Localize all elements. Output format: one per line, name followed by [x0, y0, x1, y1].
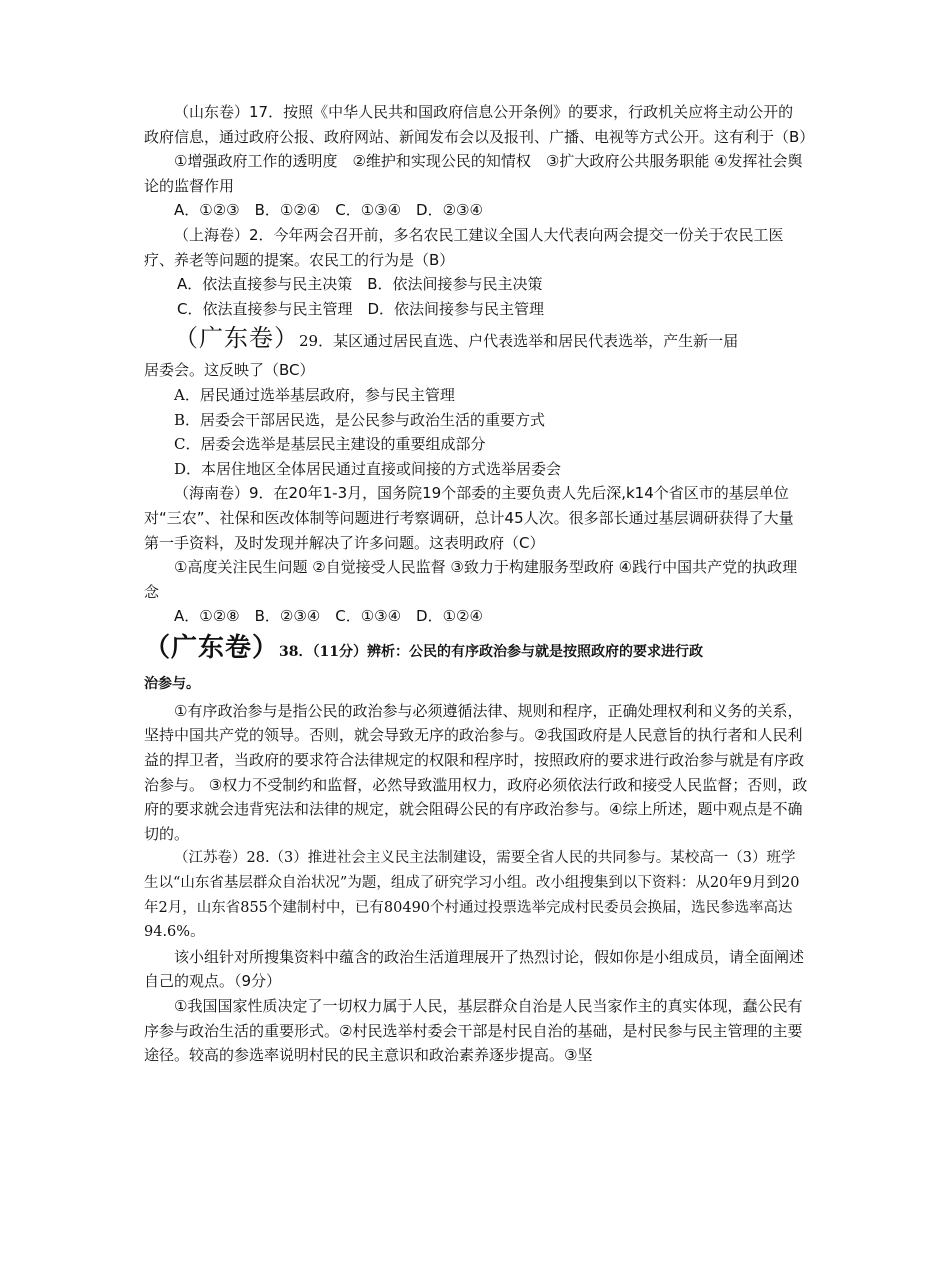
question-jiangsu-answer: ①我国国家性质决定了一切权力属于人民，基层群众自治是人民当家作主的真实体现，蠢公民有序参与政治生活的重要形式。②村民选举村委会干部是村民自治的基础，是村民参与民主管理的主要途径。较高的参选率说明村民的民主意识和政治素养逐步提高。③坚	[144, 997, 803, 1065]
question-guangdong-29-stem	[144, 321, 808, 358]
question-shanghai-stem: （上海卷）2．今年两会召开前，多名农民工建议全国人大代表向两会提交一份关于农民工医疗、养老等问题的提案。农民工的行为是（B）	[144, 225, 784, 269]
question-hainan-items: ①高度关注民生问题 ②自觉接受人民监督 ③致力于构建服务型政府 ④践行中国共产党的执政理念	[144, 558, 798, 601]
question-hainan-choices: A．①②⑧ B．②③④ C．①③④ D．①②④	[174, 607, 483, 626]
question-hainan-stem: （海南卷）9．在20年1-3月，国务院19个部委的主要负责人先后深,k14个省区市的基层单位 对“三农”、社保和医改体制等问题进行考察调研，总计45人次。很多部长通过基层调研获得了大量第一手资料，及时发现并解决了许多问题。这表明政府（C）	[144, 484, 794, 552]
question-guangdong-38-stem-rest: 治参与。	[144, 675, 200, 692]
question-guangdong-38-stem	[144, 631, 808, 669]
question-jiangsu-stem: （江苏卷）28.（3）推进社会主义民主法制建设，需要全省人民的共同参与。某校高一（3）班学生以“山东省基层群众自治状况”为题，组成了研究学习小组。改小组搜集到以下资料：从20年9月到20年2月，山东省855个建制村中，已有80490个村通过投票选举完成村民委员会换届，选民参选率高达94.6%。	[144, 850, 800, 941]
question-guangdong-29-stem-rest: 居委会。这反映了（BC）	[144, 361, 315, 380]
question-shanghai-choice-ab: A．依法直接参与民主决策 B．依法间接参与民主决策	[177, 275, 543, 294]
question-guangdong-38-answer: ①有序政治参与是指公民的政治参与必须遵循法律、规则和程序，正确处理权利和义务的关系，坚持中国共产党的领导。否则，就会导致无序的政治参与。②我国政府是人民意旨的执行者和人民利益的捍卫者，当政府的要求符合法律规定的权限和程序时，按照政府的要求进行政治参与就是有序政治参与。 ③权力不受制约和监督，必然导致滥用权力，政府必须依法行政和接受人民监督；否则，政府的要求就会违背宪法和法律的规定，就会阻碍公民的有序政治参与。④综上所述，题中观点是不确切的。	[144, 701, 808, 843]
question-shandong-items: ①增强政府工作的透明度 ②维护和实现公民的知情权 ③扩大政府公共服务职能 ④发挥社会舆论的监督作用	[144, 152, 803, 195]
question-guangdong-29-choice-a: A．居民通过选举基层政府，参与民主管理	[174, 385, 455, 404]
question-jiangsu-prompt: 该小组针对所搜集资料中蕴含的政治生活道理展开了热烈讨论，假如你是小组成员，请全面阐述自己的观点。（9分）	[144, 947, 805, 991]
question-shandong-choices: A．①②③ B．①②④ C．①③④ D．②③④	[174, 201, 483, 220]
question-guangdong-38-source: （广东卷）	[144, 632, 280, 663]
question-guangdong-29-choice-c: C．居委会选举是基层民主建设的重要组成部分	[174, 435, 486, 454]
question-guangdong-38-stem-first: 38．（11分）辨析：公民的有序政治参与就是按照政府的要求进行政	[279, 643, 703, 660]
question-shandong-stem: （山东卷）17．按照《中华人民共和国政府信息公开条例》的要求，行政机关应将主动公开的政府信息，通过政府公报、政府网站、新闻发布会以及报刊、广播、电视等方式公开。这有利于（B）	[144, 103, 815, 146]
question-guangdong-29-choice-d: D．本居住地区全体居民通过直接或间接的方式选举居委会	[174, 459, 562, 478]
question-guangdong-29-source: （广东卷）	[174, 324, 299, 353]
question-shanghai-choice-cd: C．依法直接参与民主管理 D．依法间接参与民主管理	[177, 299, 545, 318]
question-guangdong-29-choice-b: B．居委会干部居民选，是公民参与政治生活的重要方式	[174, 410, 546, 429]
question-guangdong-29-stem-first: 29．某区通过居民直选、户代表选举和居民代表选举，产生新一届	[299, 332, 739, 351]
